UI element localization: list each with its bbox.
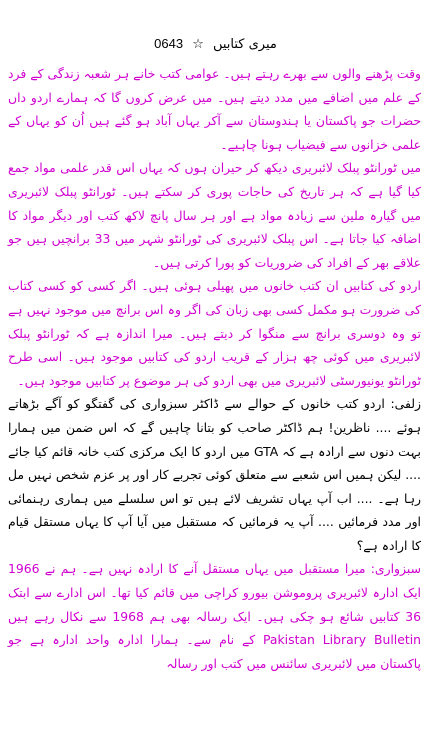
paragraph: سبزواری: میرا مستقبل میں یہاں مستقل آنے کا ارادہ نہیں ہے۔ ہم نے 1966 ایک ادارہ لائبریری پروموشن بیورو کراچی میں قائم کیا تھا۔ اس ادارے سے ابتک 36 کتابیں شائع ہو چکی ہیں۔ ایک رسالہ بھی ہم 1968 سے نکال رہے ہیں Pakistan Library Bulletin کے نام سے۔ ہمارا ادارہ واحد ادارہ ہے جو پاکستان میں لائبریری سائنس میں کتب اور رسالہ bbox=[8, 561, 422, 671]
page-number: 0643 bbox=[154, 36, 184, 51]
paragraph: اردو کی کتابیں ان کتب خانوں میں پھیلی ہوئی ہیں۔ اگر کسی کو کسی کتاب کی ضرورت ہو مکمل کسی بھی زبان کی اگر وہ اس برانچ میں موجود نہیں ہے تو وہ دوسری برانچ سے منگوا کر دیتے ہیں۔ میرا اندازہ ہے کہ ٹورانٹو پبلک لائبریری میں کوئی چھ ہزار کے قریب اردو کی کتابیں موجود ہیں۔ اسی طرح ٹورانٹو یونیورسٹی لائبریری میں بھی اردو کی ہر موضوع پر کتابیں موجود ہیں۔ bbox=[8, 278, 421, 388]
paragraph: میں ٹورانٹو پبلک لائبریری دیکھ کر حیران ہوں کہ یہاں اس قدر علمی مواد جمع کیا گیا ہے کہ ہر تاریخ کی حاجات پوری کر سکتے ہیں۔ ٹورانٹو پبلک لائبریری میں گیارہ ملین سے زیادہ مواد ہے اور ہر سال پانچ لاکھ کتب اور دیگر مواد کا اضافہ کیا جاتا ہے۔ اس پبلک لائبریری کی ٹورانٹو شہر میں 33 برانچیں ہیں جو علاقے بھر کے افراد کی ضروریات کو پورا کرتی ہیں۔ bbox=[8, 160, 422, 270]
document-body bbox=[8, 62, 421, 675]
star-icon: ☆ bbox=[192, 37, 204, 52]
book-title: میری کتابیں bbox=[212, 37, 277, 52]
paragraph: زلفی: اردو کتب خانوں کے حوالے سے ڈاکٹر سبزواری کی گفتگو کو آگے بڑھاتے ہوئے .... ناظرین! ہم ڈاکٹر صاحب کو بتانا چاہیں گے کہ اس ضمن میں ہمارا بہت دنوں سے ارادہ ہے کہ GTA میں اردو کا ایک مرکزی کتب خانہ قائم کیا جائے .... لیکن ہمیں اس شعبے سے متعلق کوئی تجربے کار اور پر عزم شخص نہیں مل رہا ہے۔ .... اب آپ یہاں تشریف لائے ہیں تو اس سلسلے میں ہماری رہنمائی اور مدد فرمائیں .... آپ یہ فرمائیں کہ مستقبل میں آیا آپ کا یہاں مستقل قیام کا ارادہ ہے؟ bbox=[8, 396, 421, 553]
page-header bbox=[0, 36, 431, 52]
paragraph: وقت پڑھنے والوں سے بھرے رہتے ہیں۔ عوامی کتب خانے ہر شعبہ زندگی کے فرد کے علم میں اضافے میں مدد دیتے ہیں۔ میں عرض کروں گا کہ ہمارے اردو داں حضرات جو پاکستان یا ہندوستان سے آکر یہاں آباد ہو گئے ہیں اُن کو یہاں کے علمی خزانوں سے فیضیاب ہونا چاہیے۔ bbox=[8, 66, 421, 152]
